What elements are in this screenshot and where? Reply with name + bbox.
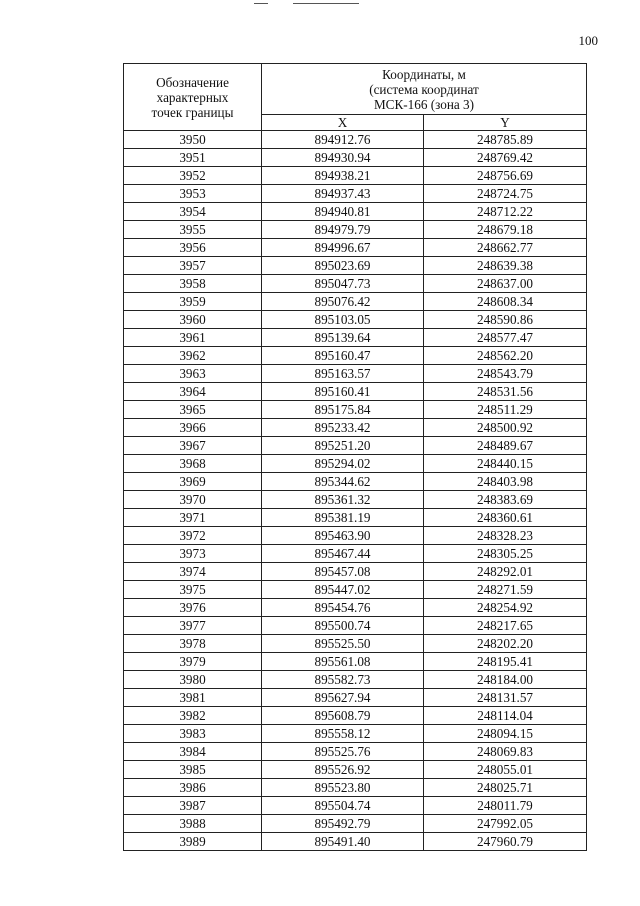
x-coordinate-cell: 895047.73: [262, 275, 424, 293]
y-coordinate-cell: 248637.00: [424, 275, 587, 293]
point-id-cell: 3981: [124, 689, 262, 707]
y-coordinate-cell: 248577.47: [424, 329, 587, 347]
x-coordinate-cell: 895447.02: [262, 581, 424, 599]
y-coordinate-cell: 248785.89: [424, 131, 587, 149]
point-id-cell: 3979: [124, 653, 262, 671]
table-row: [124, 743, 587, 761]
x-coordinate-cell: 895076.42: [262, 293, 424, 311]
table-row: [124, 545, 587, 563]
point-id-cell: 3962: [124, 347, 262, 365]
point-id-cell: 3961: [124, 329, 262, 347]
x-coordinate-cell: 895467.44: [262, 545, 424, 563]
x-coordinate-cell: 894940.81: [262, 203, 424, 221]
x-coordinate-cell: 895344.62: [262, 473, 424, 491]
table-row: [124, 563, 587, 581]
x-coordinate-cell: 895175.84: [262, 401, 424, 419]
point-designation-header: [124, 64, 262, 131]
point-id-cell: 3985: [124, 761, 262, 779]
x-coordinate-cell: 895561.08: [262, 653, 424, 671]
point-id-cell: 3963: [124, 365, 262, 383]
y-coordinate-cell: 248055.01: [424, 761, 587, 779]
table-row: [124, 833, 587, 851]
point-id-cell: 3967: [124, 437, 262, 455]
point-id-cell: 3982: [124, 707, 262, 725]
y-coordinate-cell: 248543.79: [424, 365, 587, 383]
y-coordinate-cell: 248712.22: [424, 203, 587, 221]
point-id-cell: 3973: [124, 545, 262, 563]
boundary-points-table: [123, 63, 587, 851]
table-row: [124, 635, 587, 653]
x-coordinate-cell: 894938.21: [262, 167, 424, 185]
point-header-line: Обозначение: [156, 74, 229, 90]
table-row: [124, 437, 587, 455]
coord-header-line: Координаты, м: [382, 66, 466, 82]
y-coordinate-cell: 248608.34: [424, 293, 587, 311]
table-row: [124, 293, 587, 311]
point-id-cell: 3960: [124, 311, 262, 329]
point-id-cell: 3969: [124, 473, 262, 491]
table-row: [124, 275, 587, 293]
x-coordinate-cell: 895608.79: [262, 707, 424, 725]
point-id-cell: 3956: [124, 239, 262, 257]
x-coordinate-cell: 895163.57: [262, 365, 424, 383]
y-coordinate-cell: 247960.79: [424, 833, 587, 851]
table-row: [124, 131, 587, 149]
y-coordinate-cell: 248531.56: [424, 383, 587, 401]
y-coordinate-cell: 248360.61: [424, 509, 587, 527]
x-coordinate-cell: 895160.41: [262, 383, 424, 401]
point-id-cell: 3986: [124, 779, 262, 797]
table-row: [124, 311, 587, 329]
table-row: [124, 167, 587, 185]
x-column-header: X: [262, 115, 424, 131]
point-id-cell: 3970: [124, 491, 262, 509]
table-row: [124, 383, 587, 401]
y-coordinate-cell: 248195.41: [424, 653, 587, 671]
x-coordinate-cell: 895160.47: [262, 347, 424, 365]
top-scan-mark-left: [254, 3, 268, 4]
table-row: [124, 257, 587, 275]
point-header-line: точек границы: [151, 104, 234, 120]
y-coordinate-cell: 248724.75: [424, 185, 587, 203]
point-id-cell: 3965: [124, 401, 262, 419]
top-scan-mark-right: [293, 3, 359, 4]
y-coordinate-cell: 248217.65: [424, 617, 587, 635]
y-coordinate-cell: 248069.83: [424, 743, 587, 761]
table-row: [124, 239, 587, 257]
x-coordinate-cell: 895454.76: [262, 599, 424, 617]
x-coordinate-cell: 894930.94: [262, 149, 424, 167]
y-coordinate-cell: 248662.77: [424, 239, 587, 257]
y-column-header: Y: [424, 115, 587, 131]
x-coordinate-cell: 895457.08: [262, 563, 424, 581]
y-coordinate-cell: 248271.59: [424, 581, 587, 599]
y-coordinate-cell: 247992.05: [424, 815, 587, 833]
y-coordinate-cell: 248184.00: [424, 671, 587, 689]
table-row: [124, 203, 587, 221]
point-id-cell: 3968: [124, 455, 262, 473]
y-coordinate-cell: 248383.69: [424, 491, 587, 509]
point-id-cell: 3974: [124, 563, 262, 581]
y-coordinate-cell: 248011.79: [424, 797, 587, 815]
table-row: [124, 455, 587, 473]
y-coordinate-cell: 248511.29: [424, 401, 587, 419]
coord-header-line: МСК-166 (зона 3): [373, 96, 475, 112]
point-id-cell: 3954: [124, 203, 262, 221]
table-row: [124, 185, 587, 203]
y-coordinate-cell: 248756.69: [424, 167, 587, 185]
point-id-cell: 3984: [124, 743, 262, 761]
table-row: [124, 329, 587, 347]
table-row: [124, 527, 587, 545]
point-id-cell: 3966: [124, 419, 262, 437]
y-coordinate-cell: 248254.92: [424, 599, 587, 617]
x-coordinate-cell: 895294.02: [262, 455, 424, 473]
x-coordinate-cell: 895500.74: [262, 617, 424, 635]
point-id-cell: 3978: [124, 635, 262, 653]
x-coordinate-cell: 895627.94: [262, 689, 424, 707]
y-coordinate-cell: 248562.20: [424, 347, 587, 365]
header-row: [124, 64, 587, 115]
point-id-cell: 3957: [124, 257, 262, 275]
x-coordinate-cell: 895103.05: [262, 311, 424, 329]
table-row: [124, 617, 587, 635]
y-coordinate-cell: 248114.04: [424, 707, 587, 725]
y-coordinate-cell: 248489.67: [424, 437, 587, 455]
table-row: [124, 419, 587, 437]
point-id-cell: 3980: [124, 671, 262, 689]
y-coordinate-cell: 248131.57: [424, 689, 587, 707]
table-row: [124, 599, 587, 617]
point-id-cell: 3976: [124, 599, 262, 617]
table-row: [124, 473, 587, 491]
point-id-cell: 3958: [124, 275, 262, 293]
y-coordinate-cell: 248328.23: [424, 527, 587, 545]
table-row: [124, 779, 587, 797]
point-id-cell: 3987: [124, 797, 262, 815]
x-coordinate-cell: 895582.73: [262, 671, 424, 689]
table-row: [124, 797, 587, 815]
x-coordinate-cell: 894979.79: [262, 221, 424, 239]
point-id-cell: 3955: [124, 221, 262, 239]
point-id-cell: 3972: [124, 527, 262, 545]
table-row: [124, 815, 587, 833]
x-coordinate-cell: 894937.43: [262, 185, 424, 203]
table-row: [124, 401, 587, 419]
y-coordinate-cell: 248639.38: [424, 257, 587, 275]
y-coordinate-cell: 248440.15: [424, 455, 587, 473]
table-row: [124, 761, 587, 779]
x-coordinate-cell: 895251.20: [262, 437, 424, 455]
y-coordinate-cell: 248679.18: [424, 221, 587, 239]
x-coordinate-cell: 895525.50: [262, 635, 424, 653]
x-coordinate-cell: 895558.12: [262, 725, 424, 743]
point-id-cell: 3959: [124, 293, 262, 311]
y-coordinate-cell: 248403.98: [424, 473, 587, 491]
table-row: [124, 509, 587, 527]
table-row: [124, 221, 587, 239]
y-coordinate-cell: 248305.25: [424, 545, 587, 563]
point-id-cell: 3975: [124, 581, 262, 599]
table-row: [124, 347, 587, 365]
x-coordinate-cell: 895504.74: [262, 797, 424, 815]
x-coordinate-cell: 895525.76: [262, 743, 424, 761]
point-id-cell: 3950: [124, 131, 262, 149]
table-header: [124, 64, 587, 131]
point-id-cell: 3951: [124, 149, 262, 167]
table-row: [124, 149, 587, 167]
x-coordinate-cell: 895023.69: [262, 257, 424, 275]
table-body: [124, 131, 587, 851]
x-coordinate-cell: 895139.64: [262, 329, 424, 347]
table-row: [124, 725, 587, 743]
table-row: [124, 581, 587, 599]
x-coordinate-cell: 894996.67: [262, 239, 424, 257]
coord-header-line: (система координат: [369, 81, 479, 97]
x-coordinate-cell: 894912.76: [262, 131, 424, 149]
x-coordinate-cell: 895523.80: [262, 779, 424, 797]
x-coordinate-cell: 895526.92: [262, 761, 424, 779]
y-coordinate-cell: 248590.86: [424, 311, 587, 329]
x-coordinate-cell: 895463.90: [262, 527, 424, 545]
point-id-cell: 3977: [124, 617, 262, 635]
table-row: [124, 653, 587, 671]
point-id-cell: 3983: [124, 725, 262, 743]
point-id-cell: 3988: [124, 815, 262, 833]
point-id-cell: 3989: [124, 833, 262, 851]
table-row: [124, 707, 587, 725]
point-id-cell: 3964: [124, 383, 262, 401]
table-row: [124, 689, 587, 707]
y-coordinate-cell: 248202.20: [424, 635, 587, 653]
x-coordinate-cell: 895492.79: [262, 815, 424, 833]
point-id-cell: 3953: [124, 185, 262, 203]
point-id-cell: 3971: [124, 509, 262, 527]
page-number: 100: [578, 33, 598, 48]
y-coordinate-cell: 248769.42: [424, 149, 587, 167]
point-id-cell: 3952: [124, 167, 262, 185]
y-coordinate-cell: 248094.15: [424, 725, 587, 743]
point-header-line: характерных: [156, 89, 229, 105]
x-coordinate-cell: 895233.42: [262, 419, 424, 437]
y-coordinate-cell: 248500.92: [424, 419, 587, 437]
coordinates-header: [262, 64, 587, 115]
y-coordinate-cell: 248025.71: [424, 779, 587, 797]
x-coordinate-cell: 895361.32: [262, 491, 424, 509]
y-coordinate-cell: 248292.01: [424, 563, 587, 581]
table-row: [124, 365, 587, 383]
table-row: [124, 671, 587, 689]
x-coordinate-cell: 895381.19: [262, 509, 424, 527]
x-coordinate-cell: 895491.40: [262, 833, 424, 851]
table-row: [124, 491, 587, 509]
